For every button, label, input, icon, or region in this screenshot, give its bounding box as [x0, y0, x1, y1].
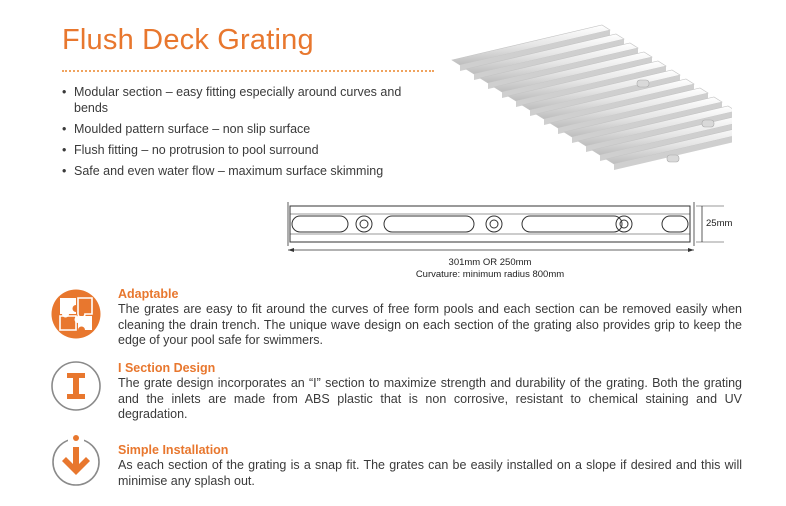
feature-i-section: [118, 361, 742, 423]
bullet-glyph: •: [62, 85, 67, 99]
feature-body: The grates are easy to fit around the curves of free form pools and each section can be removed easily when cleaning the drain trench. The unique wave design on each section of the grating also provides grip to keep the edge of your pool safe for swimmers.: [118, 302, 742, 347]
bullet-item: [62, 84, 432, 116]
feature-heading: I Section Design: [118, 361, 216, 375]
bullet-text: Moulded pattern surface – non slip surface: [74, 122, 311, 136]
height-dimension-label: 25mm: [706, 218, 733, 229]
feature-adaptable: [118, 287, 742, 349]
puzzle-icon: [50, 288, 102, 340]
connector-pin: [637, 80, 649, 87]
feature-installation: [118, 443, 742, 489]
grating-product-image: [432, 20, 732, 180]
feature-body: The grate design incorporates an “I” section to maximize strength and durability of the grating. Both the grating and the inlets are made from ABS plastic that is non corrosive, resistant to chemical staining and UV degradation.: [118, 376, 742, 421]
bullet-text: Modular section – easy fitting especially around curves and bends: [74, 85, 402, 115]
bullet-glyph: •: [62, 164, 67, 178]
feature-heading: Simple Installation: [118, 443, 229, 457]
bullet-glyph: •: [62, 122, 67, 136]
feature-heading: Adaptable: [118, 287, 179, 301]
bullet-item: [62, 142, 432, 158]
bullet-text: Flush fitting – no protrusion to pool surround: [74, 143, 319, 157]
bullet-glyph: •: [62, 143, 67, 157]
connector-pin: [667, 155, 679, 162]
feature-bullet-list: [62, 84, 432, 184]
bullet-text: Safe and even water flow – maximum surface skimming: [74, 164, 384, 178]
bullet-item: [62, 163, 432, 179]
bullet-item: [62, 121, 432, 137]
feature-body: As each section of the grating is a snap fit. The grates can be easily installed on a slope if desired and this will minimise any splash out.: [118, 458, 742, 488]
length-dimension-label: 301mm OR 250mm: [448, 257, 532, 268]
connector-pin: [702, 120, 714, 127]
curvature-label: Curvature: minimum radius 800mm: [415, 269, 565, 280]
grating-dimension-diagram: [284, 200, 744, 280]
down-arrow-icon: [50, 434, 102, 486]
title-divider: [62, 70, 434, 72]
i-section-icon: [50, 360, 102, 412]
page-title: Flush Deck Grating: [62, 24, 314, 56]
